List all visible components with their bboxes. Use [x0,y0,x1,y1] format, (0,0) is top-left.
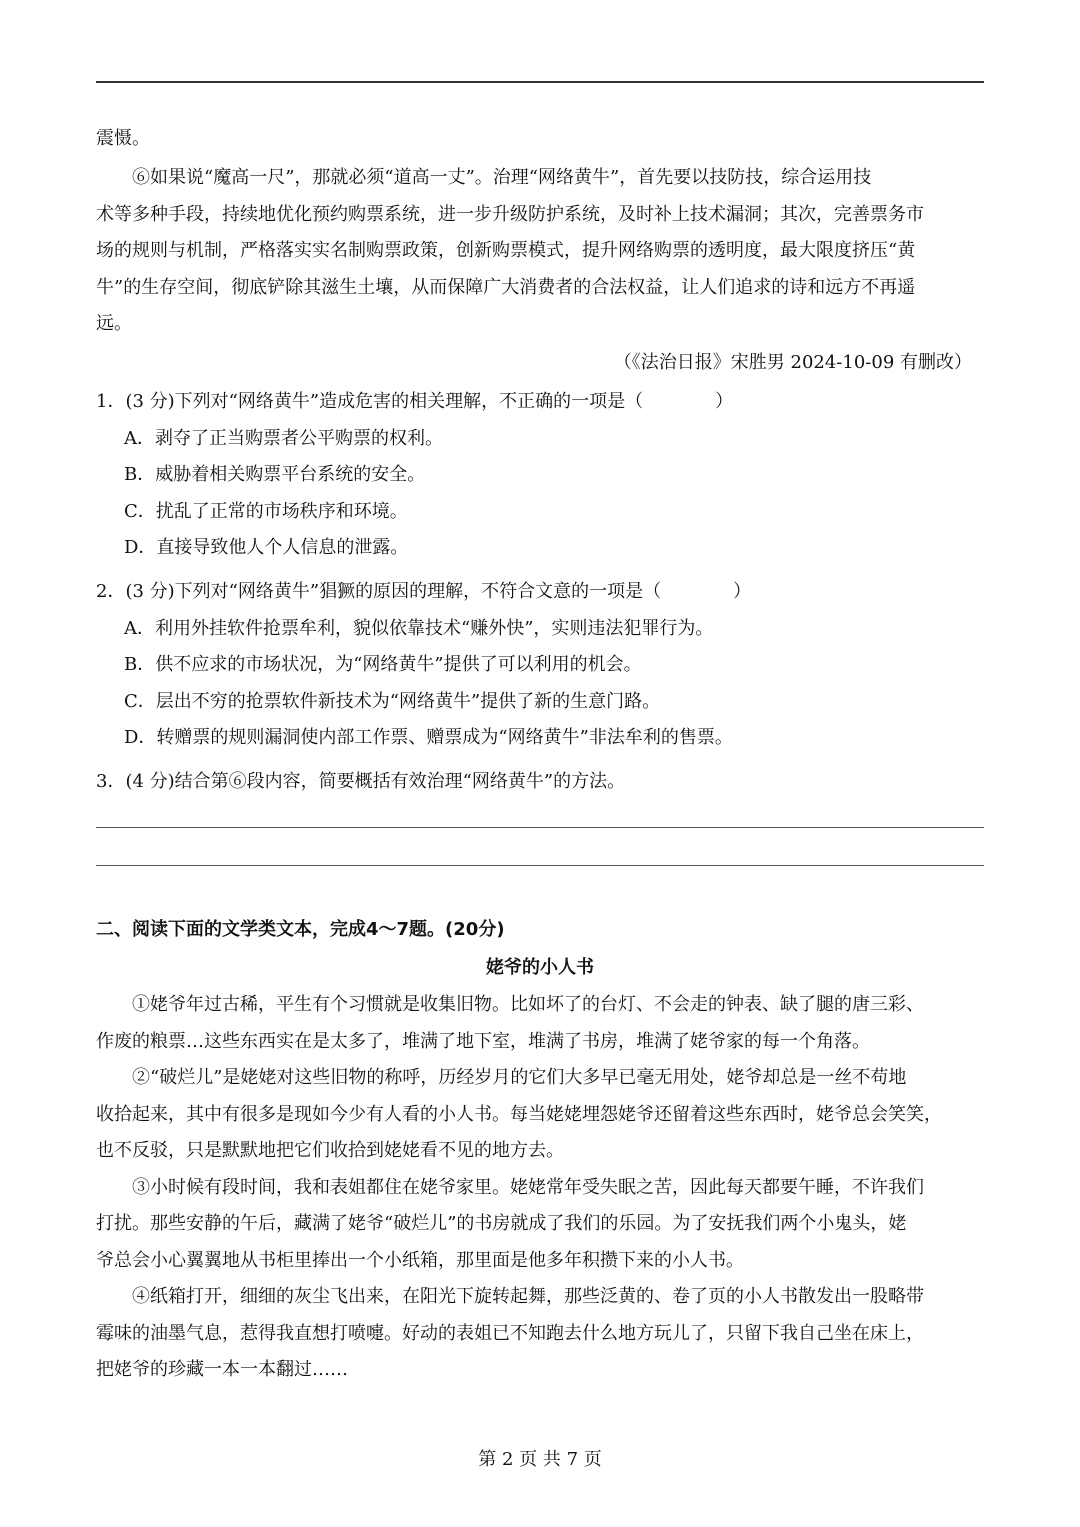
option-c: C．层出不穷的抢票软件新技术为“网络黄牛”提供了新的生意门路。 [124,690,661,712]
paragraph-line: ⑥如果说“魔高一尺”，那就必须“道高一丈”。治理“网络黄牛”，首先要以技防技，综合运用技 [132,167,872,188]
paragraph-line: ②“破烂儿”是姥姥对这些旧物的称呼，历经岁月的它们大多早已毫无用处，姥爷却总是一丝不苟地 [132,1067,907,1088]
answer-line [96,827,984,828]
page-footer: 第 2 页 共 7 页 [478,1449,602,1470]
article-source: （《法治日报》宋胜男 2024-10-09 有删改） [613,352,972,373]
question-stem: 3．(4 分)结合第⑥段内容，简要概括有效治理“网络黄牛”的方法。 [96,771,626,792]
option-a: A．利用外挂软件抢票牟利，貌似依靠技术“赚外快”，实则违法犯罪行为。 [124,617,714,639]
continued-text: 震慑。 [96,128,150,149]
option-c: C．扰乱了正常的市场秩序和环境。 [124,500,408,522]
paragraph-line: 也不反驳，只是默默地把它们收拾到姥姥看不见的地方去。 [96,1140,564,1161]
paragraph-line: ③小时候有段时间，我和表姐都住在姥爷家里。姥姥常年受失眠之苦，因此每天都要午睡，不许我们 [132,1176,924,1198]
option-d: D．转赠票的规则漏洞使内部工作票、赠票成为“网络黄牛”非法牟利的售票。 [124,727,733,748]
paragraph-line: 把姥爷的珍藏一本一本翻过…… [96,1359,348,1380]
paragraph-line: 霉味的油墨气息，惹得我直想打喷嚏。好动的表姐已不知跑去什么地方玩儿了，只留下我自己坐在床上， [96,1322,924,1344]
option-d: D．直接导致他人个人信息的泄露。 [124,537,409,558]
paragraph-line: 远。 [96,313,132,334]
question-stem: 1．(3 分)下列对“网络黄牛”造成危害的相关理解，不正确的一项是（ ） [96,391,734,412]
paragraph-line: 牛”的生存空间，彻底铲除其滋生土壤，从而保障广大消费者的合法权益，让人们追求的诗和远方不再遥 [96,276,916,298]
paragraph-line: 打扰。那些安静的午后，藏满了姥爷“破烂儿”的书房就成了我们的乐园。为了安抚我们两个小鬼头，姥 [96,1213,907,1234]
option-b: B．威胁着相关购票平台系统的安全。 [124,464,426,485]
paragraph-line: ①姥爷年过古稀，平生有个习惯就是收集旧物。比如坏了的台灯、不会走的钟表、缺了腿的唐三彩、 [132,994,924,1015]
paragraph-6 [96,160,984,343]
paragraph-line: 术等多种手段，持续地优化预约购票系统，进一步升级防护系统，及时补上技术漏洞；其次，完善票务市 [96,203,924,225]
story-title: 姥爷的小人书 [486,957,594,978]
paragraph-line: 收拾起来，其中有很多是现如今少有人看的小人书。每当姥姥埋怨姥爷还留着这些东西时，姥爷总会笑笑， [96,1103,942,1125]
section-heading: 二、阅读下面的文学类文本，完成4～7题。(20分) [96,919,505,940]
answer-line [96,865,984,866]
question-1 [96,384,984,567]
story-body [96,987,984,1389]
header-rule [96,81,984,83]
question-stem: 2．(3 分)下列对“网络黄牛”猖獗的原因的理解，不符合文意的一项是（ ） [96,581,752,602]
question-3 [96,764,984,801]
paragraph-line: 爷总会小心翼翼地从书柜里捧出一个小纸箱，那里面是他多年积攒下来的小人书。 [96,1249,744,1271]
article-continuation [96,121,984,158]
paragraph-line: ④纸箱打开，细细的灰尘飞出来，在阳光下旋转起舞，那些泛黄的、卷了页的小人书散发出一股略带 [132,1286,924,1307]
question-2 [96,574,984,757]
option-b: B．供不应求的市场状况，为“网络黄牛”提供了可以利用的机会。 [124,654,642,675]
paragraph-line: 作废的粮票…这些东西实在是太多了，堆满了地下室，堆满了书房，堆满了姥爷家的每一个角落。 [96,1030,870,1052]
paragraph-line: 场的规则与机制，严格落实实名制购票政策，创新购票模式，提升网络购票的透明度，最大限度挤压“黄 [96,240,916,261]
option-a: A．剥夺了正当购票者公平购票的权利。 [124,427,443,449]
